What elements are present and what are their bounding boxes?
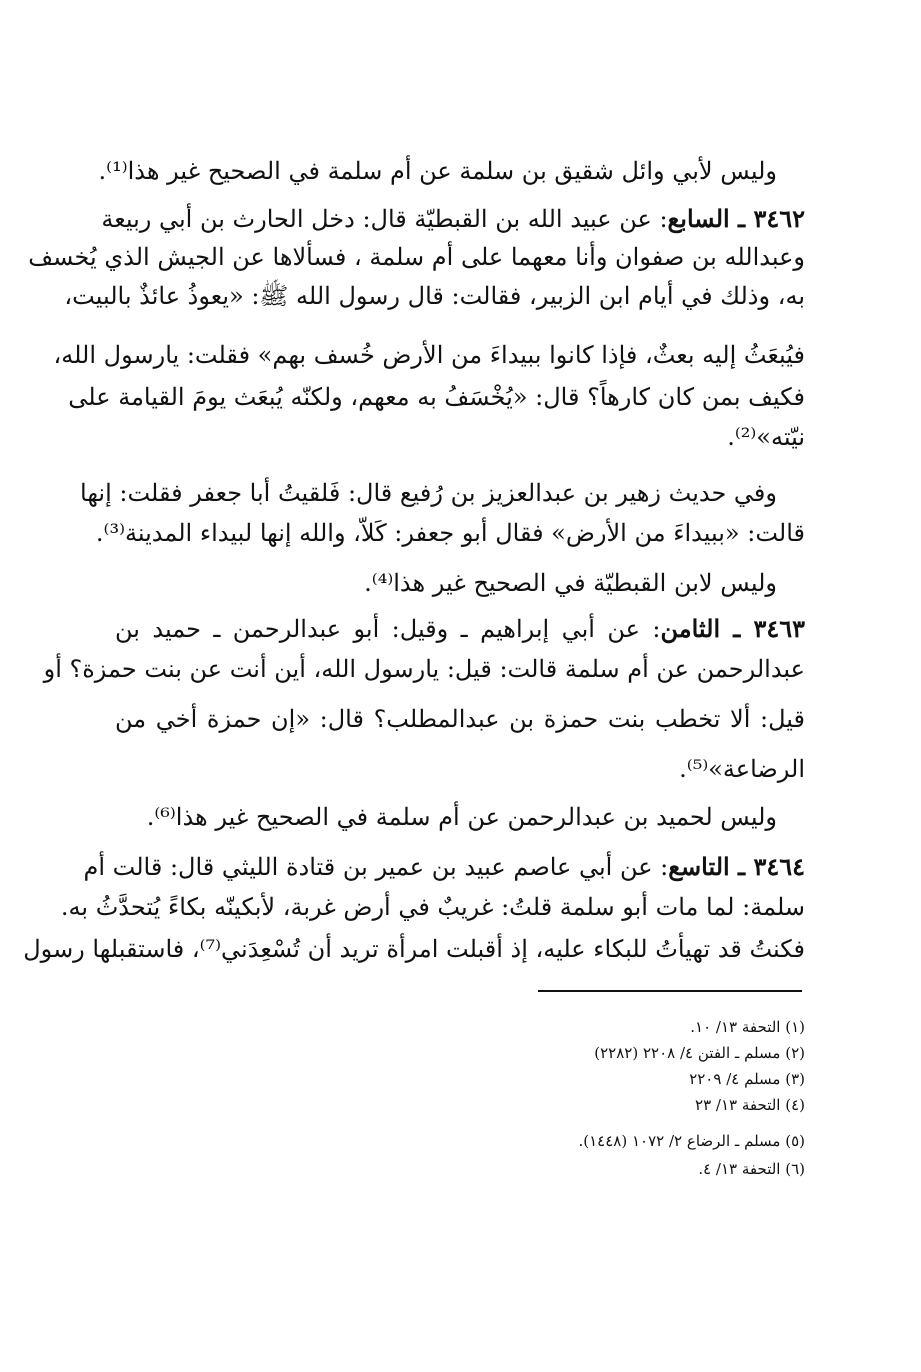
text-line: سلمة: لما مات أبو سلمة قلتُ: غريبٌ في أرض غربة، لأبكينّه بكاءً يُتحدَّثُ به. — [60, 893, 805, 921]
text-line: وفي حديث زهير بن عبدالعزيز بن رُفيع قال: فَلقيتُ أبا جعفر فقلت: إنها — [80, 479, 777, 507]
text-line: به، وذلك في أيام ابن الزبير، فقالت: قال رسول الله ﷺ: «يعوذُ عائذٌ بالبيت، — [64, 282, 805, 310]
hadith-heading-line — [115, 610, 805, 650]
footnote: (٣) مسلم ٤/ ٢٢٠٩ — [689, 1070, 805, 1088]
text-line: فكيف بمن كان كارهاً؟ قال: «يُخْسَفُ به معهم، ولكنّه يُبعَث يومَ القيامة على — [68, 383, 805, 411]
footnote: (١) التحفة ١٣/ ١٠. — [690, 1018, 805, 1036]
text-line: فيُبعَثُ إليه بعثٌ، فإذا كانوا ببيداءَ من الأرض خُسف بهم» فقلت: يارسول الله، — [53, 341, 805, 369]
hadith-heading-line — [83, 848, 805, 888]
hadith-heading-line — [101, 200, 805, 240]
text-span: : عن عبيد الله بن القبطيّة قال: دخل الحارث بن أبي ربيعة — [101, 205, 668, 233]
hadith-number: ٣٤٦٤ ـ التاسع — [668, 852, 805, 881]
footnote: (٥) مسلم ـ الرضاع ٢/ ١٠٧٢ (١٤٤٨). — [578, 1132, 805, 1150]
text-line: نيّته»⁽²⁾. — [727, 423, 805, 451]
text-line: وليس لابن القبطيّة في الصحيح غير هذا⁽⁴⁾. — [364, 569, 777, 597]
footnote: (٢) مسلم ـ الفتن ٤/ ٢٢٠٨ (٢٢٨٢) — [594, 1044, 805, 1062]
text-line: وعبدالله بن صفوان وأنا معهما على أم سلمة ، فسألاها عن الجيش الذي يُخسف — [28, 243, 805, 271]
text-line: وليس لحميد بن عبدالرحمن عن أم سلمة في الصحيح غير هذا⁽⁶⁾. — [146, 803, 777, 831]
text-span: : عن أبي عاصم عبيد بن عمير بن قتادة الليثي قال: قالت أم — [83, 853, 669, 881]
text-line: قيل: ألا تخطب بنت حمزة بن عبدالمطلب؟ قال: «إن حمزة أخي من — [115, 705, 805, 733]
text-span: : عن أبي إبراهيم ـ وقيل: أبو عبدالرحمن ـ حميد بن — [115, 615, 661, 643]
text-line: وليس لأبي وائل شقيق بن سلمة عن أم سلمة في الصحيح غير هذا⁽¹⁾. — [98, 157, 777, 185]
footnote: (٤) التحفة ١٣/ ٢٣ — [695, 1096, 805, 1114]
text-line: عبدالرحمن عن أم سلمة قالت: قيل: يارسول الله، أين أنت عن بنت حمزة؟ أو — [43, 655, 805, 683]
footnote: (٦) التحفة ١٣/ ٤. — [698, 1160, 805, 1178]
footnote-separator — [538, 990, 802, 992]
text-line: قالت: «ببيداءَ من الأرض» فقال أبو جعفر: كَلاّ، والله إنها لبيداء المدينة⁽³⁾. — [95, 519, 805, 547]
text-line: الرضاعة»⁽⁵⁾. — [679, 755, 805, 783]
hadith-number: ٣٤٦٢ ـ السابع — [667, 204, 805, 233]
hadith-number: ٣٤٦٣ ـ الثامن — [660, 614, 806, 643]
text-line: فكنتُ قد تهيأتُ للبكاء عليه، إذ أقبلت امرأة تريد أن تُسْعِدَني⁽⁷⁾، فاستقبلها رسول — [23, 935, 805, 963]
